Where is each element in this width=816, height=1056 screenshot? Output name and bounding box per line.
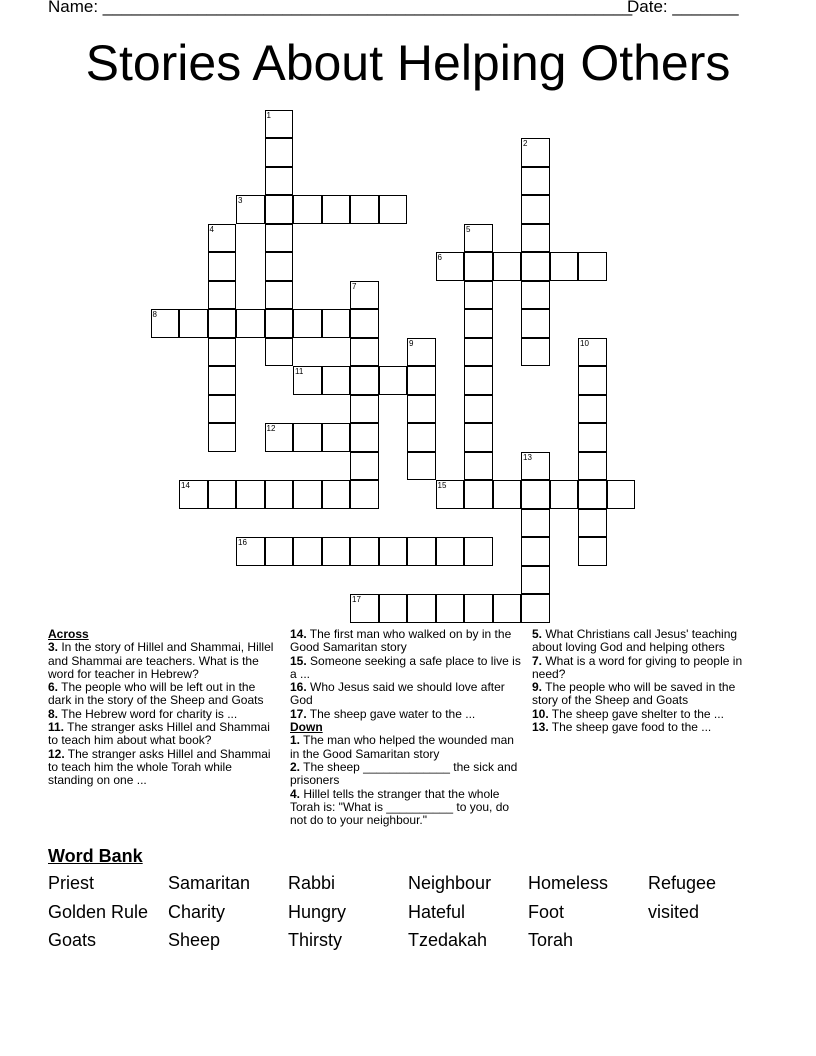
grid-cell[interactable] [464,537,493,566]
grid-cell[interactable] [379,537,408,566]
clue-number-label: 9. [532,680,543,695]
grid-cell[interactable] [407,366,436,395]
grid-cell[interactable] [265,110,294,139]
grid-cell[interactable] [322,423,351,452]
grid-cell[interactable] [521,338,550,367]
clue-number: 2 [523,139,528,148]
grid-cell[interactable] [550,252,579,281]
word-bank-word: Refugee [648,873,717,893]
grid-cell[interactable] [521,537,550,566]
word-bank-word: Goats [48,930,97,950]
grid-cell[interactable] [578,509,607,538]
date-field: Date: _______ [627,0,739,16]
grid-cell[interactable] [464,338,493,367]
clue-number-label: 10. [532,706,549,721]
grid-cell[interactable] [407,395,436,424]
clue-number-label: 6. [48,680,59,695]
grid-cell[interactable] [436,252,465,281]
grid-cell[interactable] [322,537,351,566]
clue-item [290,655,522,682]
word-bank-word: Hungry [288,902,347,922]
word-bank-word: Neighbour [408,873,492,893]
grid-cell[interactable] [208,366,237,395]
grid-cell[interactable] [265,195,294,224]
grid-cell[interactable] [265,309,294,338]
clue-number: 15 [437,481,447,490]
grid-cell[interactable] [578,423,607,452]
word-bank-word: Golden Rule [48,902,149,922]
word-bank-word: Priest [48,873,95,893]
clue-number: 1 [266,110,271,120]
grid-cell[interactable] [464,395,493,424]
clue-item [290,734,522,761]
clue-number-label: 12. [48,746,65,761]
grid-cell[interactable] [521,566,550,595]
clue-text: Hillel tells the stranger that the whole Torah is: "What is __________ to you, do not do to your neighbour." [290,786,510,828]
clue-number: 14 [181,481,190,490]
grid-cell[interactable] [293,480,322,509]
clue-text: The sheep _____________ the sick and prisoners [290,759,518,788]
grid-cell[interactable] [578,338,607,367]
grid-cell[interactable] [578,252,607,281]
clue-number-label: 11. [48,720,65,735]
grid-cell[interactable] [236,309,265,338]
clue-text: The sheep gave shelter to the ... [548,706,724,721]
across-clue-list-continued [290,628,522,721]
grid-cell[interactable] [464,224,493,253]
grid-cell[interactable] [293,309,322,338]
grid-cell[interactable] [350,366,379,395]
grid-cell[interactable] [208,224,237,253]
grid-cell[interactable] [293,537,322,566]
grid-cell[interactable] [208,338,237,367]
grid-cell[interactable] [464,594,493,623]
grid-cell[interactable] [350,452,379,481]
word-bank-word: Rabbi [288,873,336,893]
word-bank-title: Word Bank [48,846,143,866]
grid-cell[interactable] [350,395,379,424]
grid-cell[interactable] [322,366,351,395]
grid-cell[interactable] [208,480,237,509]
clue-number-label: 4. [290,786,301,801]
clue-number: 17 [352,595,361,604]
across-clue-list [48,641,278,787]
clue-item [48,641,278,681]
clue-number-label: 1. [290,733,301,748]
clue-item [532,681,764,708]
clue-item [532,628,764,655]
clue-item [532,708,764,721]
clue-number: 11 [295,367,304,376]
grid-cell[interactable] [578,395,607,424]
grid-cell[interactable] [293,366,322,395]
clue-number-label: 16. [290,680,307,695]
clue-item [290,708,522,721]
grid-cell[interactable] [179,309,208,338]
grid-cell[interactable] [265,281,294,310]
clue-number-label: 14. [290,627,307,641]
grid-cell[interactable] [407,452,436,481]
clue-item [290,761,522,788]
clue-item [48,748,278,788]
clue-text: In the story of Hillel and Shammai, Hillel and Shammai are teachers. What is the word for teacher in Hebrew? [48,640,274,681]
grid-cell[interactable] [464,480,493,509]
grid-cell[interactable] [493,594,522,623]
grid-cell[interactable] [350,480,379,509]
clue-number-label: 7. [532,653,543,668]
clue-item [290,681,522,708]
clue-text: The people who will be left out in the dark in the story of the Sheep and Goats [48,680,264,708]
grid-cell[interactable] [578,452,607,481]
down-clue-list-continued [532,628,764,734]
clue-item [290,788,522,828]
grid-cell[interactable] [236,195,265,224]
clue-number-label: 17. [290,706,307,721]
grid-cell[interactable] [350,423,379,452]
grid-cell[interactable] [578,366,607,395]
grid-cell[interactable] [493,480,522,509]
clue-text: What is a word for giving to people in need? [532,653,743,681]
word-bank-word: Foot [528,902,565,922]
grid-cell[interactable] [464,281,493,310]
grid-cell[interactable] [208,423,237,452]
word-bank-word: visited [648,902,700,922]
grid-cell[interactable] [407,537,436,566]
clue-number: 3 [238,196,243,205]
word-bank-word: Torah [528,930,574,950]
clue-number: 12 [266,424,276,433]
grid-cell[interactable] [521,480,550,509]
grid-cell[interactable] [322,480,351,509]
word-bank-word: Tzedakah [408,930,488,950]
grid-cell[interactable] [265,252,294,281]
name-field: Name: ________________________________________________________ [48,0,633,16]
across-heading: Across [48,627,89,641]
word-bank-word: Samaritan [168,873,251,893]
clue-text: The stranger asks Hillel and Shammai to teach him the whole Torah while standing on one ... [48,746,271,788]
grid-cell[interactable] [179,480,208,509]
down-heading: Down [290,720,323,735]
grid-cell[interactable] [464,366,493,395]
grid-cell[interactable] [350,195,379,224]
grid-cell[interactable] [493,252,522,281]
grid-cell[interactable] [350,338,379,367]
clue-number: 4 [209,224,214,234]
clue-text: The stranger asks Hillel and Shammai to teach him about what book? [48,720,270,748]
grid-cell[interactable] [521,281,550,310]
grid-cell[interactable] [578,480,607,509]
grid-cell[interactable] [265,138,294,167]
clue-number: 16 [238,538,247,547]
clue-text: What Christians call Jesus' teaching about loving God and helping others [532,627,738,655]
word-bank-word: Charity [168,902,226,922]
clue-number: 10 [580,338,589,348]
clue-number: 6 [437,253,442,262]
grid-cell[interactable] [265,423,294,452]
clue-item [48,721,278,748]
clue-number-label: 13. [532,720,549,735]
grid-cell[interactable] [293,195,322,224]
grid-cell[interactable] [265,224,294,253]
clue-number-label: 15. [290,653,307,668]
clue-text: The sheep gave water to the ... [306,706,476,721]
grid-cell[interactable] [464,252,493,281]
clue-number: 9 [409,338,414,348]
clue-number-label: 8. [48,706,59,721]
down-clue-list [290,734,522,827]
grid-cell[interactable] [350,594,379,623]
grid-cell[interactable] [550,480,579,509]
clue-number: 13 [523,452,532,462]
grid-cell[interactable] [521,195,550,224]
grid-cell[interactable] [236,537,265,566]
grid-cell[interactable] [350,537,379,566]
grid-cell[interactable] [407,594,436,623]
clue-number: 7 [352,281,357,291]
grid-cell[interactable] [436,594,465,623]
grid-cell[interactable] [322,309,351,338]
grid-cell[interactable] [521,309,550,338]
clue-number: 5 [466,224,471,234]
grid-cell[interactable] [407,338,436,367]
clue-text: The people who will be saved in the story of the Sheep and Goats [532,680,736,708]
word-bank-word: Sheep [168,930,221,950]
clue-text: The sheep gave food to the ... [548,720,712,735]
grid-cell[interactable] [521,594,550,623]
grid-cell[interactable] [521,224,550,253]
clue-text: The man who helped the wounded man in the Good Samaritan story [290,733,514,761]
grid-cell[interactable] [407,423,436,452]
clue-item [48,708,278,721]
clue-text: The Hebrew word for charity is ... [58,706,238,721]
grid-cell[interactable] [236,480,265,509]
grid-cell[interactable] [521,138,550,167]
clue-text: Who Jesus said we should love after God [290,680,505,708]
grid-cell[interactable] [265,537,294,566]
grid-cell[interactable] [464,452,493,481]
grid-cell[interactable] [265,338,294,367]
clue-number-label: 5. [532,627,543,641]
clue-item [532,655,764,682]
clue-number: 8 [152,310,157,319]
grid-cell[interactable] [350,309,379,338]
clues-column-1 [48,628,278,788]
clue-text: The first man who walked on by in the Good Samaritan story [290,627,512,655]
grid-cell[interactable] [436,480,465,509]
word-bank-word: Thirsty [288,930,342,950]
grid-cell[interactable] [265,167,294,196]
grid-cell[interactable] [379,594,408,623]
grid-cell[interactable] [293,423,322,452]
clue-item [532,721,764,734]
word-bank-word: Homeless [528,873,609,893]
grid-cell[interactable] [464,309,493,338]
grid-cell[interactable] [464,423,493,452]
grid-cell[interactable] [151,309,180,338]
grid-cell[interactable] [379,195,408,224]
clue-item [48,681,278,708]
grid-cell[interactable] [607,480,636,509]
grid-cell[interactable] [208,309,237,338]
clue-number-label: 3. [48,640,59,655]
grid-cell[interactable] [521,452,550,481]
grid-cell[interactable] [521,252,550,281]
clues-column-2 [290,628,522,827]
grid-cell[interactable] [208,395,237,424]
grid-cell[interactable] [265,480,294,509]
page-title: Stories About Helping Others [85,35,731,91]
grid-cell[interactable] [379,366,408,395]
grid-cell[interactable] [208,281,237,310]
grid-cell[interactable] [322,195,351,224]
word-bank-word: Hateful [408,902,466,922]
grid-cell[interactable] [521,167,550,196]
clue-item [290,628,522,655]
clues-column-3 [532,628,764,734]
clue-number-label: 2. [290,759,301,774]
grid-cell[interactable] [521,509,550,538]
clue-text: Someone seeking a safe place to live is a ... [290,653,521,681]
grid-cell[interactable] [436,537,465,566]
grid-cell[interactable] [208,252,237,281]
grid-cell[interactable] [350,281,379,310]
grid-cell[interactable] [578,537,607,566]
